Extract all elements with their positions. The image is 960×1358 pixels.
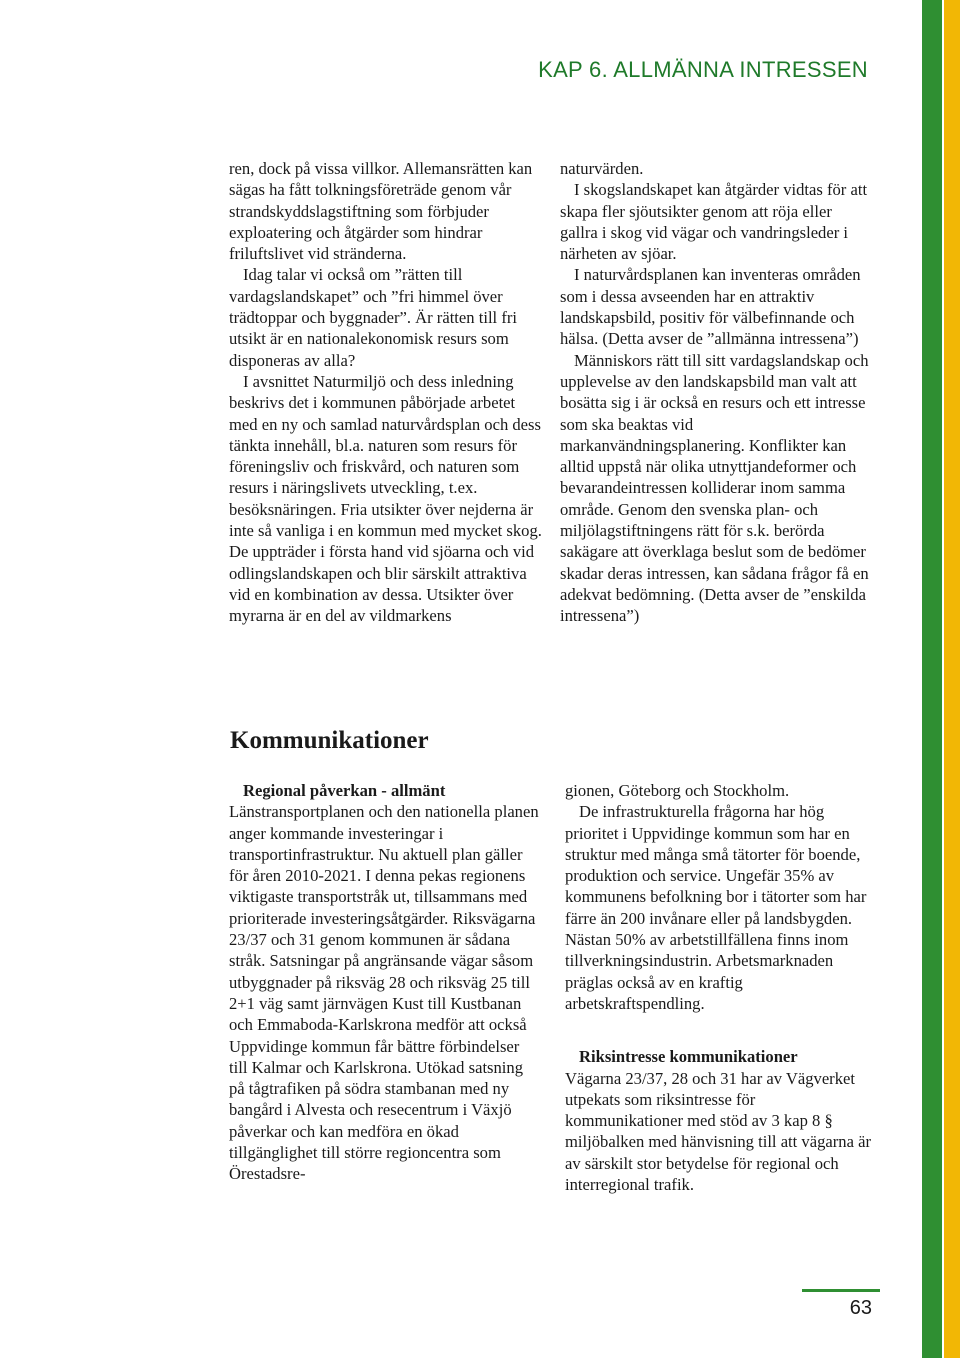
upper-left-column	[229, 158, 543, 627]
spacer	[565, 1014, 875, 1046]
paragraph: De infrastrukturella frågorna har hög prioritet i Uppvidinge kommun som har en struktur med många små tätorter för boende, produktion och service. Ungefär 35% av kommunens befolkning bor i tätorter som har färre än 200 invånare eller på landsbygden. Nästan 50% av arbetstillfällena finns inom tillverkningsindustrin. Arbetsmarknaden präglas också av en kraftig arbetskraftspendling.	[565, 802, 867, 1013]
subheading: Riksintresse kommunikationer	[579, 1047, 798, 1067]
chapter-header: KAP 6. ALLMÄNNA INTRESSEN	[538, 57, 868, 82]
paragraph: I avsnittet Naturmiljö och dess inledning beskrivs det i kommunen påbörjade arbetet med en ny och samlad naturvårdsplan och dess tänkta innehåll, bl.a. naturen som resurs för föreningsliv och friskvård, och naturen som resurs i näringslivets utveckling, t.ex. besöksnäringen. Fria utsikter över nejderna är inte så vanliga i en kommun med mycket skog. De uppträder i första hand vid sjöarna och vid odlingslandskapen och blir särskilt attraktiva vid en kombination av dessa. Utsikter över myrarna är en del av vildmarkens	[229, 371, 542, 626]
paragraph: I naturvårdsplanen kan inventeras områden som i dessa avseenden har en attraktiv landskapsbild, positiv för välbefinnande och hälsa. (Detta avser de ”allmänna intressena”)	[560, 265, 861, 349]
paragraph: gionen, Göteborg och Stockholm.	[565, 781, 790, 800]
paragraph: Vägarna 23/37, 28 och 31 har av Vägverket utpekats som riksintresse för kommunikationer med stöd av 3 kap 8 § miljöbalken med hänvisning till att vägarna är av särskilt stor betydelse för regional och interregional trafik.	[565, 1068, 871, 1195]
lower-right-column	[565, 780, 875, 1195]
paragraph: Människors rätt till sitt vardagslandskap och upplevelse av den landskapsbild man valt att bosätta sig i är också en resurs och ett intresse som ska beaktas vid markanvändningsplanering. Konflikter kan alltid uppstå när olika utnyttjandeformer och bevarandeintressen kolliderar inom samma område. Genom den svenska plan- och miljölagstiftningens rätt för s.k. berörda sakägare att överklaga beslut som de bedömer skadar deras intressen, kan sådana frågor få en adekvat bedömning. (Detta avser de ”enskilda intressena”)	[560, 350, 869, 626]
page-number-box	[802, 1289, 880, 1326]
page-number: 63	[849, 1297, 872, 1319]
paragraph: ren, dock på vissa villkor. Allemansrätten kan sägas ha fått tolkningsföreträde genom vår strandskyddslagstiftning som förbjuder exploatering och åtgärder som hindrar friluftslivet vid stränderna.	[229, 159, 533, 264]
paragraph: naturvärden.	[560, 159, 644, 178]
paragraph: I skogslandskapet kan åtgärder vidtas för att skapa fler sjöutsikter genom att röja eller gallra i skog vid vägar och vandringsleder i närheten av sjöar.	[560, 180, 868, 264]
subheading: Regional påverkan - allmänt	[243, 781, 446, 800]
green-side-stripe	[922, 0, 942, 1358]
section-title: Kommunikationer	[230, 727, 429, 754]
yellow-side-stripe	[944, 0, 960, 1358]
lower-left-column	[229, 780, 541, 1185]
paragraph: Länstransportplanen och den nationella planen anger kommande investeringar i transportinfrastruktur. Nu aktuell plan gäller för åren 2010-2021. I denna pekas regionens viktigaste transportstråk ut, tillsammans med prioriterade investeringsåtgärder. Riksvägarna 23/37 och 31 genom kommunen är sådana stråk. Satsningar på angränsande vägar såsom utbyggnader på riksväg 28 och riksväg 25 till 2+1 väg samt järnvägen Kust till Kustbanan och Emmaboda-Karlskrona medför att också Uppvidinge kommun får bättre förbindelser till Kalmar och Karlskrona. Utökad satsning på tågtrafiken på södra stambanan med ny bangård i Alvesta och resecentrum i Växjö påverkar och kan medföra en ökad tillgänglighet till större regioncentra som Örestadsre-	[229, 802, 539, 1184]
paragraph: Idag talar vi också om ”rätten till vardagslandskapet” och ”fri himmel över trädtoppar och byggnader”. Är rätten till fri utsikt är en nationalekonomisk resurs som disponeras av alla?	[229, 265, 517, 370]
upper-right-column	[560, 158, 872, 627]
